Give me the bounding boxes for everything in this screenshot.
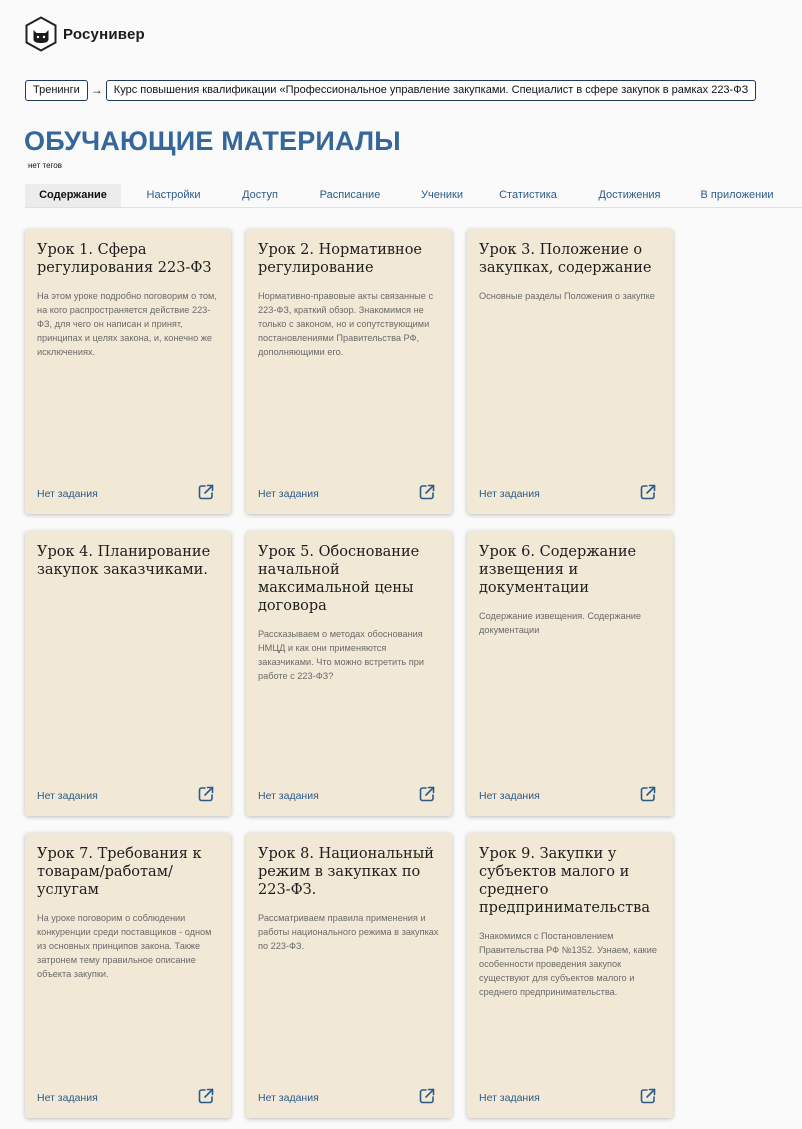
open-external-icon[interactable] bbox=[639, 1087, 657, 1105]
lesson-assignment-status: Нет задания bbox=[258, 488, 319, 500]
lesson-description: Содержание извещения. Содержание документации bbox=[479, 611, 642, 635]
lesson-description: На уроке поговорим о соблюдении конкуренции среди поставщиков - одном из основных принципов закона. Также затронем тему правильное описание объекта закупки. bbox=[37, 913, 212, 979]
tab-bar bbox=[25, 184, 802, 208]
lesson-description: Рассматриваем правила применения и работы национального режима в закупках по 223-ФЗ. bbox=[258, 913, 439, 951]
lesson-description: Нормативно-правовые акты связанные с 223-ФЗ, краткий обзор. Знакомимся не только с законом, но и сопутствующими постановлениями Правительства РФ, дополняющими его. bbox=[258, 291, 434, 357]
tags-note: нет тегов bbox=[28, 161, 62, 170]
lesson-card[interactable] bbox=[25, 229, 231, 514]
lesson-assignment-status: Нет задания bbox=[258, 1092, 319, 1104]
lesson-title: Урок 4. Планирование закупок заказчиками. bbox=[37, 544, 211, 578]
lesson-card[interactable] bbox=[25, 833, 231, 1118]
open-external-icon[interactable] bbox=[639, 483, 657, 501]
lesson-assignment-status: Нет задания bbox=[37, 488, 98, 500]
lesson-assignment-status: Нет задания bbox=[37, 1092, 98, 1104]
breadcrumb-course[interactable]: Курс повышения квалификации «Профессиональное управление закупками. Специалист в сфере закупок в рамках 223-ФЗ bbox=[106, 80, 756, 101]
lesson-assignment-status: Нет задания bbox=[37, 790, 98, 802]
tab-achievements[interactable]: Достижения bbox=[598, 189, 661, 201]
tab-schedule[interactable]: Расписание bbox=[319, 189, 381, 201]
lesson-title: Урок 3. Положение о закупках, содержание bbox=[479, 242, 652, 276]
lesson-card[interactable] bbox=[246, 229, 452, 514]
lesson-description: Знакомимся с Постановлением Правительства РФ №1352. Узнаем, какие особенности проведения закупок существуют для субъектов малого и среднего предпринимательства. bbox=[479, 931, 657, 997]
lesson-title: Урок 8. Национальный режим в закупках по 223-ФЗ. bbox=[258, 846, 434, 898]
lesson-card[interactable] bbox=[246, 531, 452, 816]
lesson-assignment-status: Нет задания bbox=[479, 488, 540, 500]
lesson-description: На этом уроке подробно поговорим о том, на кого распространяется действие 223-ФЗ, для чего он написан и принят, принципах и целях закона, и, конечно же исключениях. bbox=[37, 291, 217, 357]
tab-access[interactable]: Доступ bbox=[242, 189, 278, 201]
lesson-title: Урок 9. Закупки у субъектов малого и среднего предпринимательства bbox=[479, 846, 650, 916]
breadcrumb bbox=[25, 80, 756, 101]
lesson-title: Урок 7. Требования к товарам/работам/услугам bbox=[37, 846, 202, 898]
lesson-description: Рассказываем о методах обоснования НМЦД и как они применяются заказчиками. Что можно встретить при работе с 223-ФЗ? bbox=[258, 629, 424, 681]
tab-content[interactable]: Содержание bbox=[25, 184, 121, 207]
lesson-title: Урок 2. Нормативное регулирование bbox=[258, 242, 423, 276]
lesson-assignment-status: Нет задания bbox=[258, 790, 319, 802]
open-external-icon[interactable] bbox=[197, 785, 215, 803]
lesson-title: Урок 6. Содержание извещения и документации bbox=[479, 544, 637, 596]
tab-in-app[interactable]: В приложении bbox=[700, 189, 774, 201]
lesson-card[interactable] bbox=[467, 229, 673, 514]
lesson-card[interactable] bbox=[467, 531, 673, 816]
breadcrumb-arrow-icon: → bbox=[90, 83, 103, 97]
brand-logo[interactable] bbox=[24, 16, 145, 52]
lesson-card[interactable] bbox=[467, 833, 673, 1118]
open-external-icon[interactable] bbox=[418, 483, 436, 501]
lesson-assignment-status: Нет задания bbox=[479, 790, 540, 802]
lesson-card[interactable] bbox=[25, 531, 231, 816]
page-title: ОБУЧАЮЩИЕ МАТЕРИАЛЫ bbox=[24, 126, 401, 156]
brand-name: Росунивер bbox=[63, 25, 145, 43]
breadcrumb-trainings[interactable]: Тренинги bbox=[25, 80, 88, 101]
open-external-icon[interactable] bbox=[418, 785, 436, 803]
tab-statistics[interactable]: Статистика bbox=[499, 189, 557, 201]
lesson-title: Урок 5. Обоснование начальной максимальной цены договора bbox=[258, 544, 420, 614]
tab-students[interactable]: Ученики bbox=[420, 189, 463, 201]
lesson-card[interactable] bbox=[246, 833, 452, 1118]
lesson-assignment-status: Нет задания bbox=[479, 1092, 540, 1104]
open-external-icon[interactable] bbox=[639, 785, 657, 803]
lesson-grid bbox=[25, 229, 673, 1118]
lesson-title: Урок 1. Сфера регулирования 223-ФЗ bbox=[37, 242, 212, 276]
tab-settings[interactable]: Настройки bbox=[146, 189, 201, 201]
lesson-description: Основные разделы Положения о закупке bbox=[479, 291, 655, 301]
cat-hexagon-logo-icon bbox=[24, 16, 58, 52]
open-external-icon[interactable] bbox=[197, 483, 215, 501]
open-external-icon[interactable] bbox=[418, 1087, 436, 1105]
open-external-icon[interactable] bbox=[197, 1087, 215, 1105]
